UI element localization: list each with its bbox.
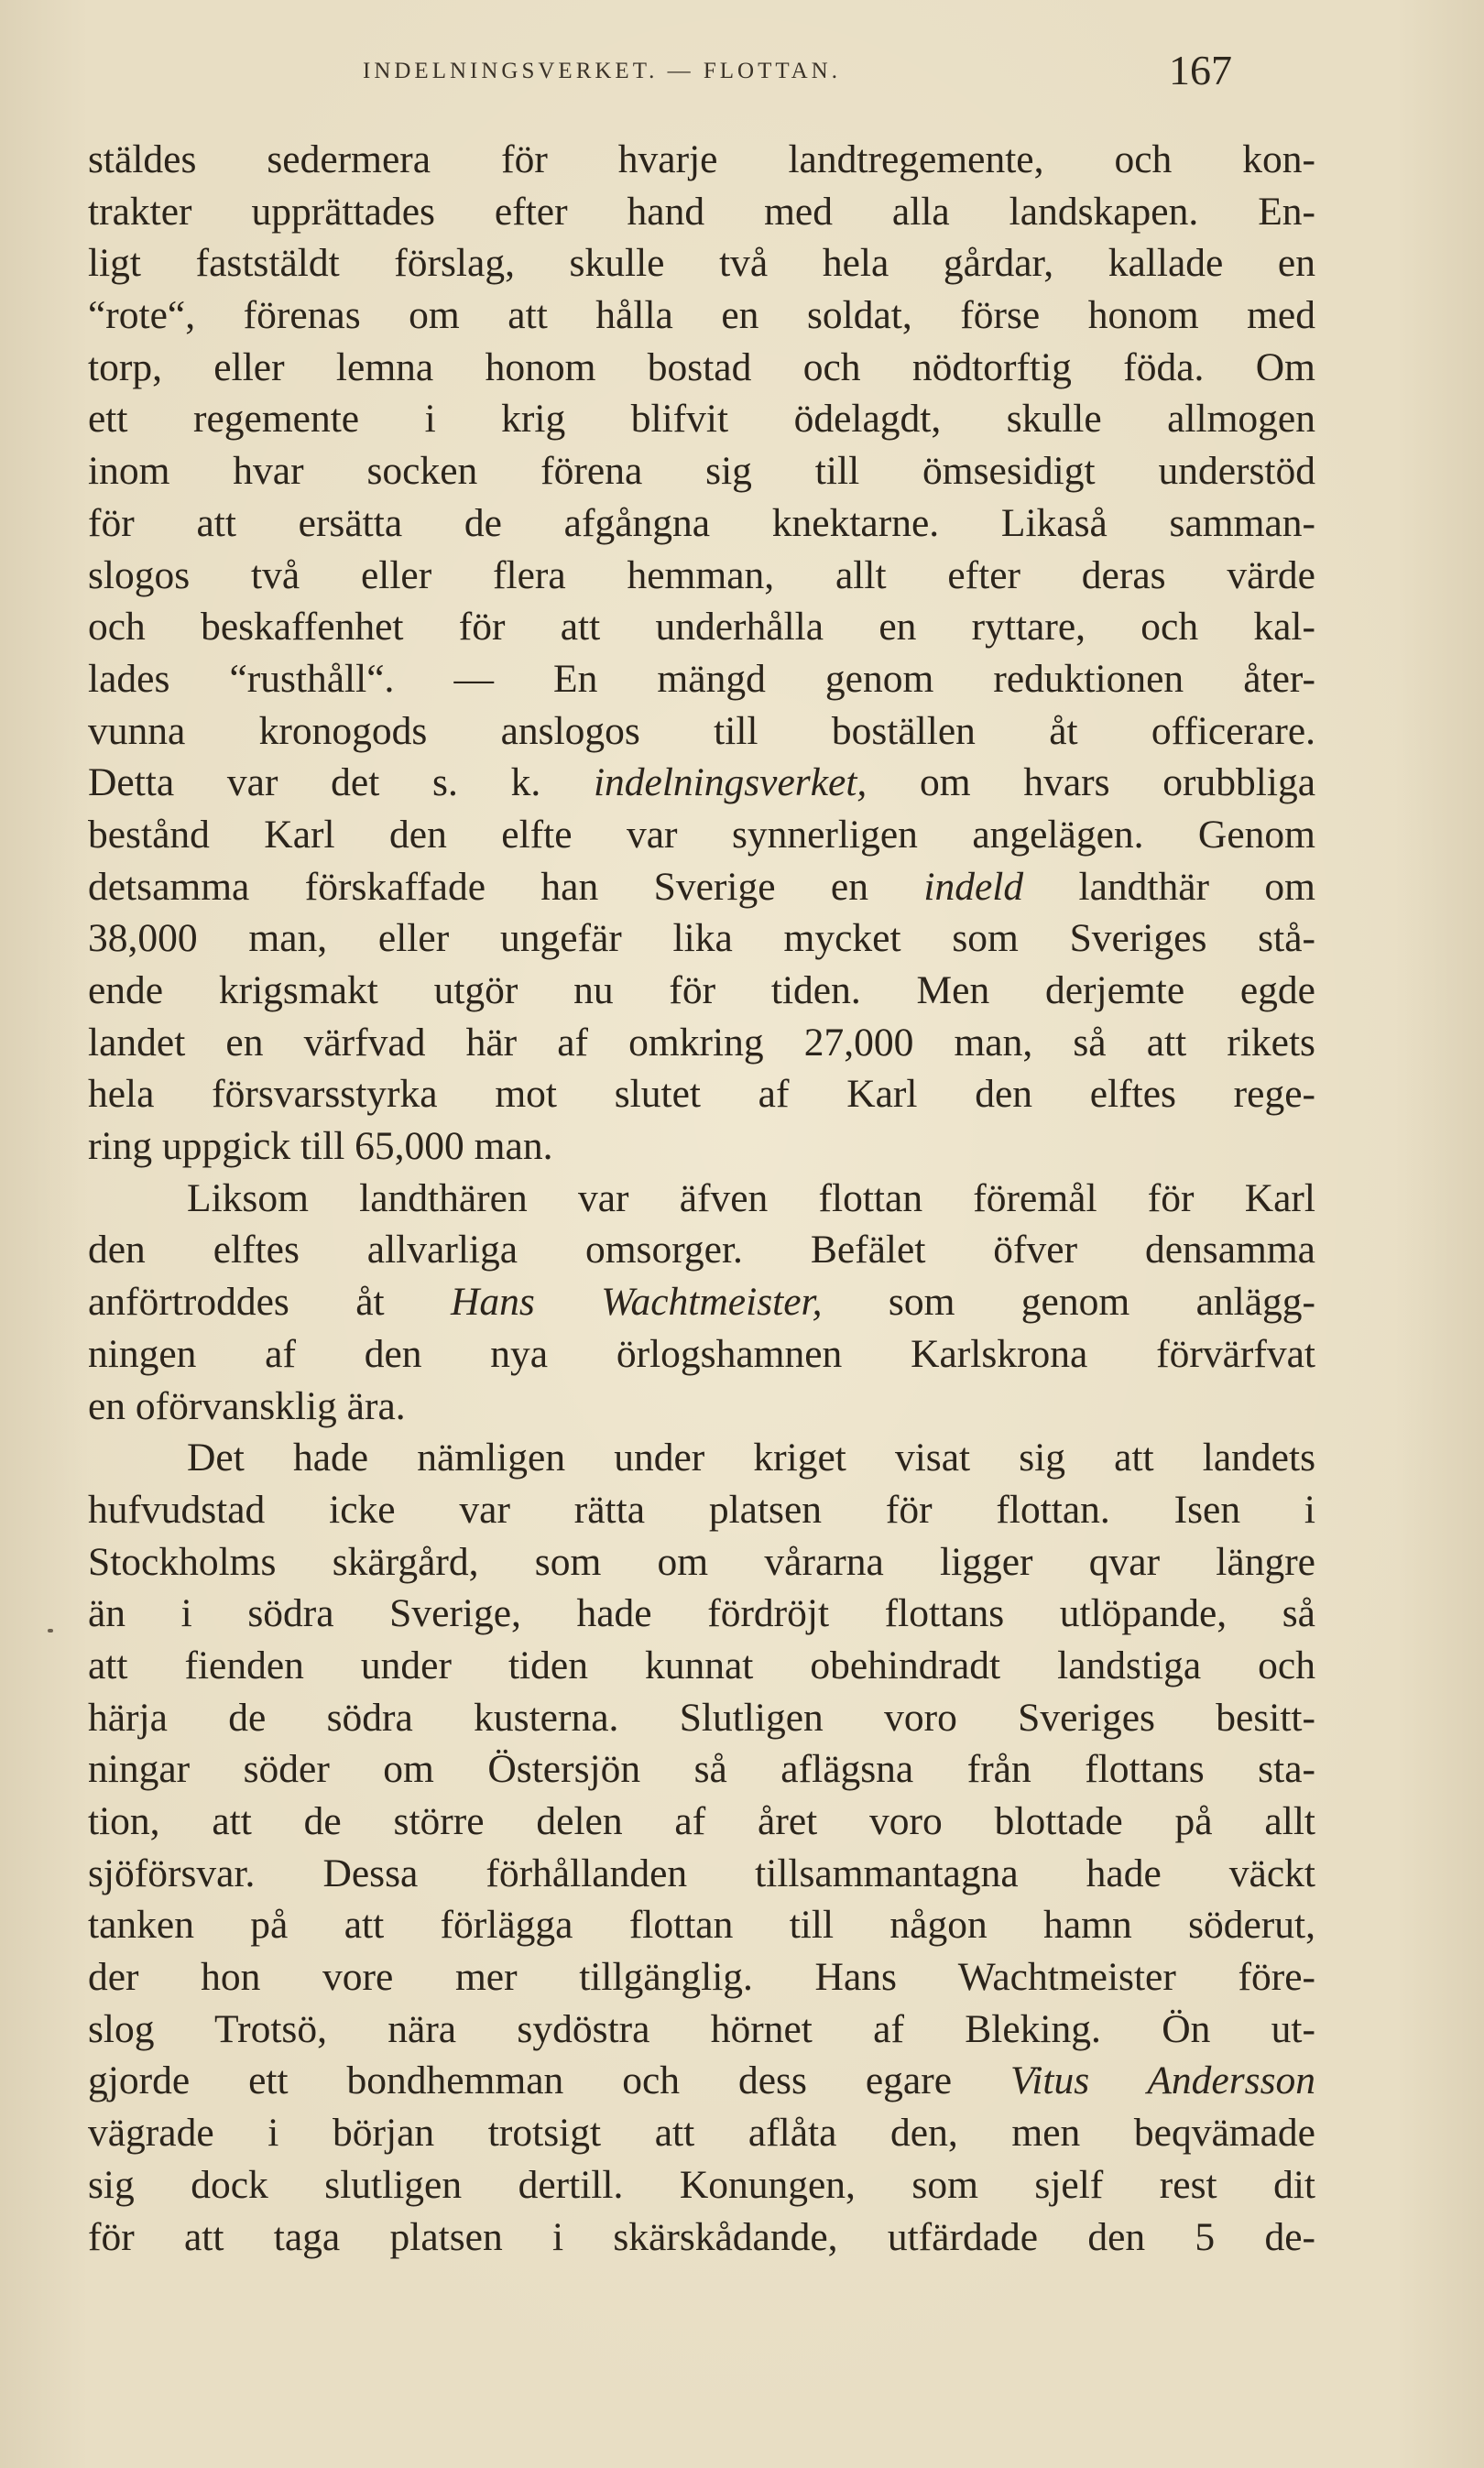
- text-line: sig dock slutligen dertill. Konungen, som sjelf rest dit: [88, 2162, 1315, 2207]
- text-line: bestånd Karl den elfte var synnerligen angelägen. Genom: [88, 812, 1315, 857]
- text-segment: om hvars orubbliga: [920, 760, 1316, 805]
- page-number: 167: [1169, 47, 1232, 93]
- text-line: tion, att de större delen af året voro blottade på allt: [88, 1799, 1315, 1843]
- text-line: för att ersätta de afgångna knektarne. Likaså samman-: [88, 500, 1315, 545]
- text-line: [88, 2055, 1315, 2107]
- text-segment: Detta var det s. k.: [88, 760, 541, 805]
- italic-term: indeld: [923, 864, 1024, 909]
- text-line: lades “rusthåll“. — En mängd genom reduktionen åter-: [88, 656, 1315, 701]
- text-line: torp, eller lemna honom bostad och nödtorftig föda. Om: [88, 344, 1315, 389]
- paragraph-end-line: ring uppgick till 65,000 man.: [88, 1124, 553, 1169]
- paragraph-start-line: Liksom landthären var äfven flottan föremål för Karl: [187, 1175, 1315, 1220]
- text-line: trakter upprättades efter hand med alla landskapen. En-: [88, 189, 1315, 234]
- text-segment: detsamma förskaffade han Sverige en: [88, 864, 868, 909]
- text-line: 38,000 man, eller ungefär lika mycket som Sveriges stå-: [88, 916, 1315, 961]
- text-line: der hon vore mer tillgänglig. Hans Wachtmeister före-: [88, 1955, 1315, 2000]
- text-line: “rote“, förenas om att hålla en soldat, förse honom med: [88, 293, 1315, 338]
- running-head: INDELNINGSVERKET. — FLOTTAN.: [363, 59, 841, 83]
- text-line: hela försvarsstyrka mot slutet af Karl den elftes rege-: [88, 1072, 1315, 1117]
- text-segment: landthär om: [1078, 864, 1316, 909]
- text-line: vägrade i början trotsigt att aflåta den, men beqvämade: [88, 2111, 1315, 2156]
- text-line: vunna kronogods anslogos till boställen åt officerare.: [88, 708, 1315, 753]
- text-line: [88, 757, 1315, 809]
- text-line: slog Trotsö, nära sydöstra hörnet af Bleking. Ön ut-: [88, 2006, 1315, 2051]
- text-line: och beskaffenhet för att underhålla en ryttare, och kal-: [88, 605, 1315, 650]
- margin-speck: [48, 1629, 53, 1633]
- text-line: [88, 861, 1315, 913]
- italic-name: Hans Wachtmeister,: [451, 1280, 823, 1325]
- text-line: ningar söder om Östersjön så aflägsna från flottans sta-: [88, 1747, 1315, 1792]
- text-line: [88, 1276, 1315, 1328]
- text-line: hufvudstad icke var rätta platsen för flottan. Isen i: [88, 1487, 1315, 1532]
- italic-term: indelningsverket,: [593, 760, 867, 805]
- text-line: ende krigsmakt utgör nu för tiden. Men derjemte egde: [88, 968, 1315, 1012]
- paragraph-start-line: Det hade nämligen under kriget visat sig att landets: [187, 1436, 1315, 1480]
- page-header: [0, 46, 1484, 101]
- text-line: stäldes sedermera för hvarje landtregemente, och kon-: [88, 137, 1315, 181]
- text-line: än i södra Sverige, hade fördröjt flottans utlöpande, så: [88, 1591, 1315, 1636]
- text-line: inom hvar socken förena sig till ömsesidigt understöd: [88, 449, 1315, 494]
- text-segment: anförtroddes åt: [88, 1280, 385, 1325]
- text-line: härja de södra kusterna. Slutligen voro Sveriges besitt-: [88, 1695, 1315, 1740]
- text-line: landet en värfvad här af omkring 27,000 man, så att rikets: [88, 1020, 1315, 1065]
- text-line: Stockholms skärgård, som om vårarna ligger qvar längre: [88, 1539, 1315, 1584]
- text-segment: gjorde ett bondhemman och dess egare: [88, 2058, 953, 2103]
- text-line: sjöförsvar. Dessa förhållanden tillsammantagna hade väckt: [88, 1851, 1315, 1895]
- text-segment: som genom anlägg-: [888, 1280, 1316, 1325]
- text-line: den elftes allvarliga omsorger. Befälet öfver densamma: [88, 1228, 1315, 1272]
- italic-name: Vitus Andersson: [1009, 2058, 1316, 2103]
- paragraph-end-line: en oförvansklig ära.: [88, 1383, 406, 1428]
- text-line: slogos två eller flera hemman, allt efter deras värde: [88, 552, 1315, 597]
- body-text: [88, 134, 1315, 2263]
- text-line: ett regemente i krig blifvit ödelagdt, skulle allmogen: [88, 397, 1315, 442]
- text-line: för att taga platsen i skärskådande, utfärdade den 5 de-: [88, 2214, 1315, 2259]
- text-line: ningen af den nya örlogshamnen Karlskrona förvärfvat: [88, 1331, 1315, 1376]
- text-line: att fienden under tiden kunnat obehindradt landstiga och: [88, 1643, 1315, 1687]
- text-line: ligt faststäldt förslag, skulle två hela gårdar, kallade en: [88, 241, 1315, 286]
- text-line: tanken på att förlägga flottan till någon hamn söderut,: [88, 1903, 1315, 1948]
